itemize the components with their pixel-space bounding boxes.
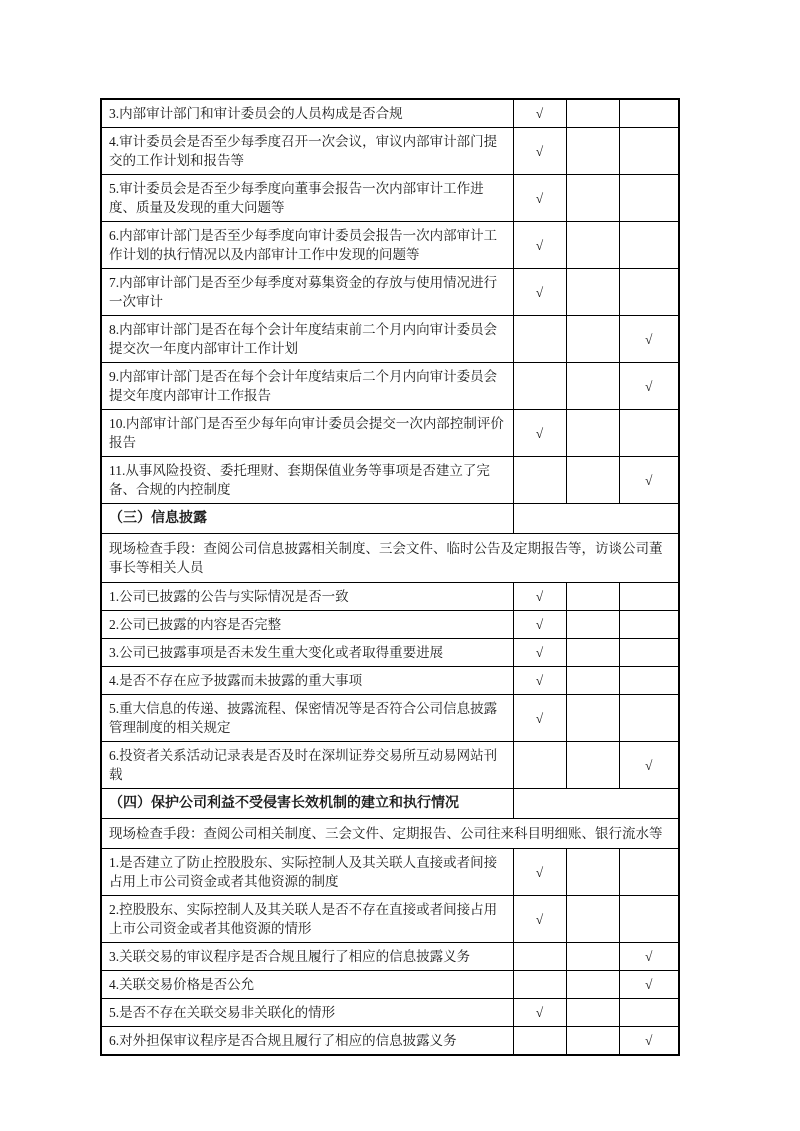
empty-check-cell <box>566 1027 619 1056</box>
checklist-item-row <box>101 583 679 611</box>
check-mark-cell: √ <box>513 611 566 639</box>
empty-check-cell <box>566 695 619 742</box>
checklist-item-row <box>101 175 679 222</box>
item-question-text: 2.公司已披露的内容是否完整 <box>101 611 513 639</box>
checklist-item-row <box>101 457 679 504</box>
empty-check-cell <box>619 583 679 611</box>
checklist-body <box>101 99 679 1055</box>
empty-check-cell <box>619 611 679 639</box>
section-blank-cell <box>513 504 679 534</box>
empty-check-cell <box>513 943 566 971</box>
empty-check-cell <box>566 971 619 999</box>
check-mark-cell: √ <box>513 695 566 742</box>
item-question-text: 5.审计委员会是否至少每季度向董事会报告一次内部审计工作进度、质量及发现的重大问题等 <box>101 175 513 222</box>
item-question-text: 6.对外担保审议程序是否合规且履行了相应的信息披露义务 <box>101 1027 513 1056</box>
empty-check-cell <box>619 896 679 943</box>
section-title: （三）信息披露 <box>101 504 513 534</box>
checklist-item-row <box>101 316 679 363</box>
check-mark-cell: √ <box>513 639 566 667</box>
item-question-text: 3.关联交易的审议程序是否合规且履行了相应的信息披露义务 <box>101 943 513 971</box>
item-question-text: 5.是否不存在关联交易非关联化的情形 <box>101 999 513 1027</box>
inspection-method-text: 现场检查手段：查阅公司信息披露相关制度、三会文件、临时公告及定期报告等，访谈公司董事长等相关人员 <box>101 534 679 583</box>
empty-check-cell <box>566 849 619 896</box>
empty-check-cell <box>566 175 619 222</box>
empty-check-cell <box>566 896 619 943</box>
item-question-text: 4.是否不存在应予披露而未披露的重大事项 <box>101 667 513 695</box>
item-question-text: 2.控股股东、实际控制人及其关联人是否不存在直接或者间接占用上市公司资金或者其他资源的情形 <box>101 896 513 943</box>
empty-check-cell <box>513 1027 566 1056</box>
item-question-text: 7.内部审计部门是否至少每季度对募集资金的存放与使用情况进行一次审计 <box>101 269 513 316</box>
empty-check-cell <box>619 639 679 667</box>
check-mark-cell: √ <box>619 943 679 971</box>
checklist-item-row <box>101 269 679 316</box>
empty-check-cell <box>566 667 619 695</box>
check-mark-cell: √ <box>619 363 679 410</box>
empty-check-cell <box>566 457 619 504</box>
checklist-item-row <box>101 971 679 999</box>
empty-check-cell <box>619 269 679 316</box>
checklist-item-row <box>101 667 679 695</box>
item-question-text: 6.内部审计部门是否至少每季度向审计委员会报告一次内部审计工作计划的执行情况以及内部审计工作中发现的问题等 <box>101 222 513 269</box>
empty-check-cell <box>619 175 679 222</box>
checklist-item-row <box>101 611 679 639</box>
empty-check-cell <box>566 943 619 971</box>
empty-check-cell <box>619 695 679 742</box>
check-mark-cell: √ <box>619 971 679 999</box>
section-header-row <box>101 789 679 819</box>
item-question-text: 11.从事风险投资、委托理财、套期保值业务等事项是否建立了完备、合规的内控制度 <box>101 457 513 504</box>
empty-check-cell <box>619 99 679 128</box>
check-mark-cell: √ <box>513 410 566 457</box>
empty-check-cell <box>566 410 619 457</box>
item-question-text: 4.审计委员会是否至少每季度召开一次会议，审议内部审计部门提交的工作计划和报告等 <box>101 128 513 175</box>
empty-check-cell <box>566 99 619 128</box>
checklist-item-row <box>101 1027 679 1056</box>
empty-check-cell <box>566 128 619 175</box>
inspection-method-row <box>101 534 679 583</box>
checklist-item-row <box>101 742 679 789</box>
check-mark-cell: √ <box>619 316 679 363</box>
checklist-item-row <box>101 99 679 128</box>
item-question-text: 1.公司已披露的公告与实际情况是否一致 <box>101 583 513 611</box>
empty-check-cell <box>513 971 566 999</box>
item-question-text: 8.内部审计部门是否在每个会计年度结束前二个月内向审计委员会提交次一年度内部审计工作计划 <box>101 316 513 363</box>
check-mark-cell: √ <box>513 667 566 695</box>
check-mark-cell: √ <box>513 128 566 175</box>
check-mark-cell: √ <box>513 583 566 611</box>
checklist-item-row <box>101 128 679 175</box>
empty-check-cell <box>619 128 679 175</box>
empty-check-cell <box>566 583 619 611</box>
checklist-item-row <box>101 639 679 667</box>
empty-check-cell <box>566 222 619 269</box>
empty-check-cell <box>513 363 566 410</box>
item-question-text: 3.内部审计部门和审计委员会的人员构成是否合规 <box>101 99 513 128</box>
section-blank-cell <box>513 789 679 819</box>
inspection-method-text: 现场检查手段：查阅公司相关制度、三会文件、定期报告、公司往来科目明细账、银行流水等 <box>101 819 679 849</box>
empty-check-cell <box>566 742 619 789</box>
check-mark-cell: √ <box>513 999 566 1027</box>
empty-check-cell <box>513 457 566 504</box>
section-title: （四）保护公司利益不受侵害长效机制的建立和执行情况 <box>101 789 513 819</box>
empty-check-cell <box>619 667 679 695</box>
empty-check-cell <box>513 316 566 363</box>
empty-check-cell <box>619 410 679 457</box>
item-question-text: 3.公司已披露事项是否未发生重大变化或者取得重要进展 <box>101 639 513 667</box>
empty-check-cell <box>619 999 679 1027</box>
check-mark-cell: √ <box>513 896 566 943</box>
checklist-item-row <box>101 222 679 269</box>
check-mark-cell: √ <box>619 457 679 504</box>
checklist-item-row <box>101 849 679 896</box>
empty-check-cell <box>619 222 679 269</box>
checklist-item-row <box>101 695 679 742</box>
empty-check-cell <box>619 849 679 896</box>
check-mark-cell: √ <box>513 222 566 269</box>
inspection-method-row <box>101 819 679 849</box>
item-question-text: 6.投资者关系活动记录表是否及时在深圳证券交易所互动易网站刊载 <box>101 742 513 789</box>
item-question-text: 10.内部审计部门是否至少每年向审计委员会提交一次内部控制评价报告 <box>101 410 513 457</box>
checklist-item-row <box>101 943 679 971</box>
empty-check-cell <box>566 999 619 1027</box>
checklist-item-row <box>101 410 679 457</box>
item-question-text: 5.重大信息的传递、披露流程、保密情况等是否符合公司信息披露管理制度的相关规定 <box>101 695 513 742</box>
checklist-item-row <box>101 999 679 1027</box>
item-question-text: 1.是否建立了防止控股股东、实际控制人及其关联人直接或者间接占用上市公司资金或者其他资源的制度 <box>101 849 513 896</box>
empty-check-cell <box>566 639 619 667</box>
item-question-text: 4.关联交易价格是否公允 <box>101 971 513 999</box>
empty-check-cell <box>513 742 566 789</box>
empty-check-cell <box>566 269 619 316</box>
check-mark-cell: √ <box>513 849 566 896</box>
empty-check-cell <box>566 316 619 363</box>
empty-check-cell <box>566 363 619 410</box>
check-mark-cell: √ <box>513 99 566 128</box>
checklist-item-row <box>101 363 679 410</box>
item-question-text: 9.内部审计部门是否在每个会计年度结束后二个月内向审计委员会提交年度内部审计工作报告 <box>101 363 513 410</box>
check-mark-cell: √ <box>513 175 566 222</box>
section-header-row <box>101 504 679 534</box>
check-mark-cell: √ <box>513 269 566 316</box>
checklist-item-row <box>101 896 679 943</box>
inspection-checklist-table <box>100 98 680 1056</box>
empty-check-cell <box>566 611 619 639</box>
check-mark-cell: √ <box>619 1027 679 1056</box>
check-mark-cell: √ <box>619 742 679 789</box>
